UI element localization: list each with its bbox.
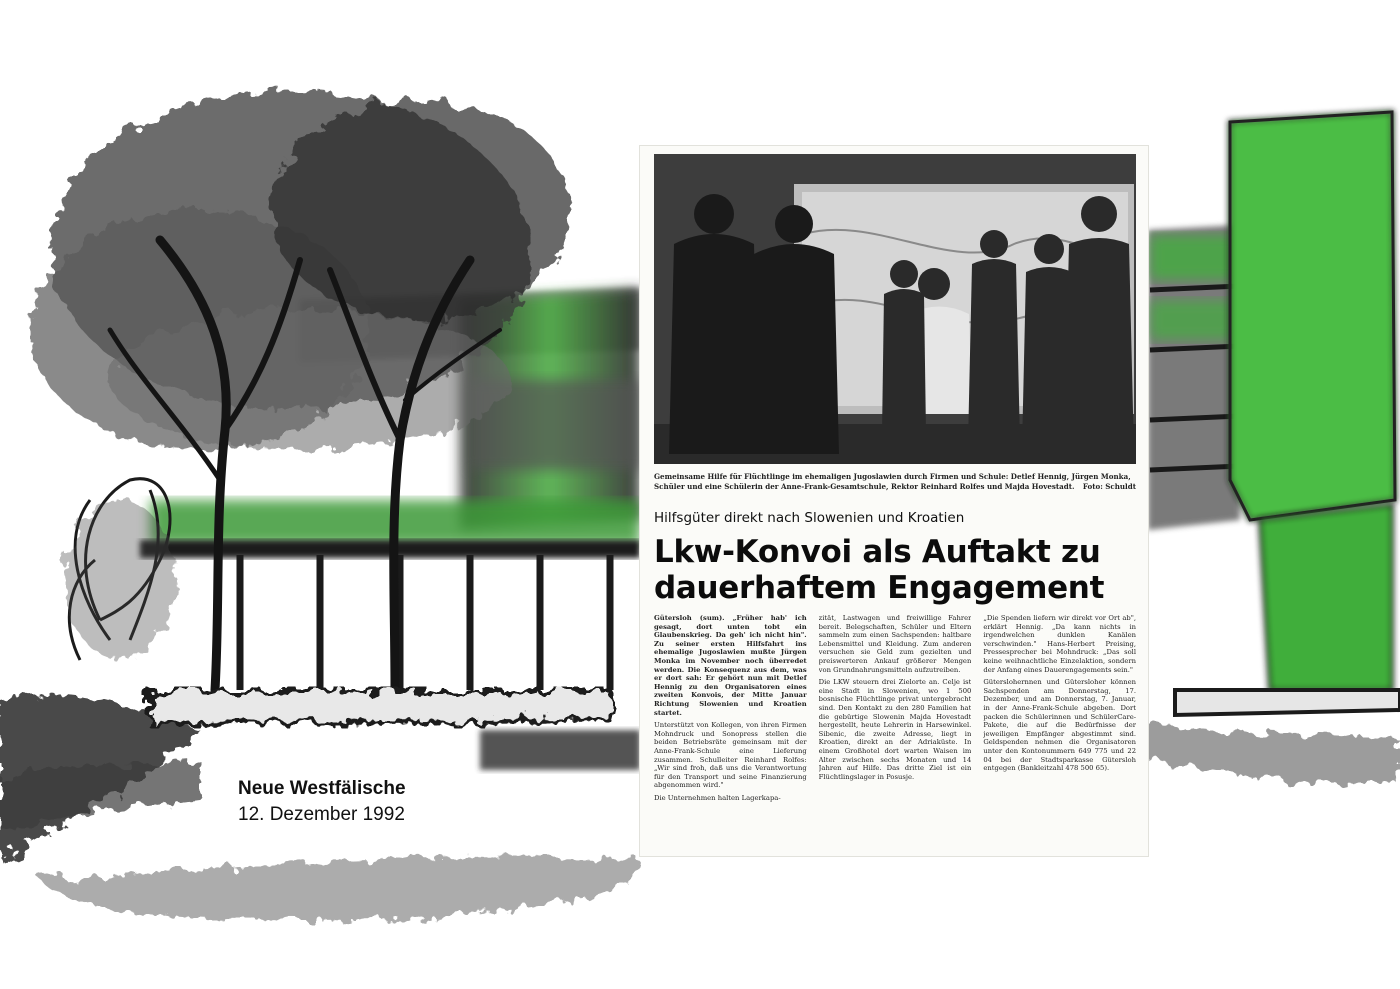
right-building bbox=[1148, 112, 1400, 783]
article-column-3 bbox=[983, 614, 1136, 850]
article-headline bbox=[654, 534, 1136, 606]
caption-text: Gemeinsame Hilfe für Flüchtlinge im ehemaligen Jugoslawien durch Firmen und Schule: Detlef Hennig, Jürgen Monka, Schüler und eine Schülerin der Anne-Frank-Gesamtschule, Rektor Reinhard Rolfes und Majda Hovestadt. bbox=[654, 472, 1131, 491]
group-photo-illustration bbox=[654, 154, 1136, 464]
paragraph: Die Unternehmen halten Lagerkapa- bbox=[654, 793, 781, 802]
article-kicker: Hilfsgüter direkt nach Slowenien und Kroatien bbox=[654, 510, 965, 526]
article-photo bbox=[654, 154, 1136, 464]
article-body bbox=[654, 614, 1136, 850]
headline-line-1: Lkw-Konvoi als Auftakt zu bbox=[654, 534, 1101, 570]
publication-date: 12. Dezember 1992 bbox=[238, 804, 405, 825]
headline-line-2: dauerhaftem Engagement bbox=[654, 570, 1105, 606]
publication-name: Neue Westfälische bbox=[238, 778, 406, 799]
paragraph: „Die Spenden liefern wir direkt vor Ort ab", erklärt Hennig. „Da kann nichts in irgendwelchen dunklen Kanälen verschwinden." Hans-Herbert Preising, Pressesprecher bei Mohndruck: „Das soll keine weihnachtliche Einzelaktion, sondern der Anfang eines Dauerengagements sein." bbox=[983, 614, 1137, 674]
paragraph: Unterstützt von Kollegen, von ihren Firmen Mohndruck und Sonopress stellen die beiden Betriebsräte gemeinsam mit der Anne-Frank-Schule eine Lieferung zusammen. Schulleiter Reinhard Rolfes: „Wir sind froh, daß uns die Verantwortung für den Transport und seine Finanzierung abgenommen wird." bbox=[654, 721, 807, 790]
newspaper-clipping bbox=[640, 146, 1148, 856]
paragraph: Güterslohernnen und Gütersloher können Sachspenden am Donnerstag, 17. Dezember, und am Donnerstag, 7. Januar, in der Anne-Frank-Schule abgeben. Dort packen die Schülerinnen und SchülerCare-Pakete, die auf die Bedürfnisse der jeweiligen Empfänger abgestimmt sind. Geldspenden nehmen die Organisatoren unter den Kontonummern 649 775 und 22 04 bei der Stadtsparkasse Gütersloh entgegen (Bankleitzahl 478 500 65). bbox=[983, 678, 1137, 773]
photo-caption bbox=[654, 472, 1136, 492]
source-label bbox=[238, 776, 498, 828]
photo-credit: Foto: Schuldt bbox=[1082, 482, 1136, 491]
article-column-2 bbox=[819, 614, 972, 850]
article-column-1 bbox=[654, 614, 807, 850]
paragraph: Gütersloh (sum). „Früher hab' ich gesagt, dort unten tobt ein Glaubenskrieg. Da geh' ich nicht hin". Zu seiner ersten Hilfsfahrt ins ehemalige Jugoslawien mußte Jürgen Monka im November noch überredet werden. Die Konsequenz aus dem, was er dort sah: Er gehört nun mit Detlef Hennig zu den Organisatoren eines zweiten Konvois, der Mitte Januar Richtung Slowenien und Kroatien startet. bbox=[654, 614, 807, 717]
paragraph: Die LKW steuern drei Zielorte an. Celje ist eine Stadt in Slowenien, wo 1 500 bosnische Flüchtlinge privat untergebracht sind. Den Kontakt zu den 280 Familien hat die gebürtige Slowenin Majda Hovestadt hergestellt, heute Lehrerin in Harsewinkel. Sibenic, die zweite Adresse, liegt in Kroatien, direkt an der Adriaküste. In einem Großhotel dort warten Waisen im Alter zwischen sechs Monaten und 14 Jahren auf Hilfe. Das dritte Ziel ist ein Flüchtlingslager in Posusje. bbox=[818, 678, 972, 781]
paragraph: zität, Lastwagen und freiwillige Fahrer bereit. Belegschaften, Schüler und Eltern sammeln zum einen Sachspenden: haltbare Lebensmittel und Kleidung. Zum anderen versuchen sie Geld zum gezielten und preiswerteren Ankauf größerer Mengen von Grundnahrungsmitteln aufzutreiben. bbox=[818, 614, 972, 674]
